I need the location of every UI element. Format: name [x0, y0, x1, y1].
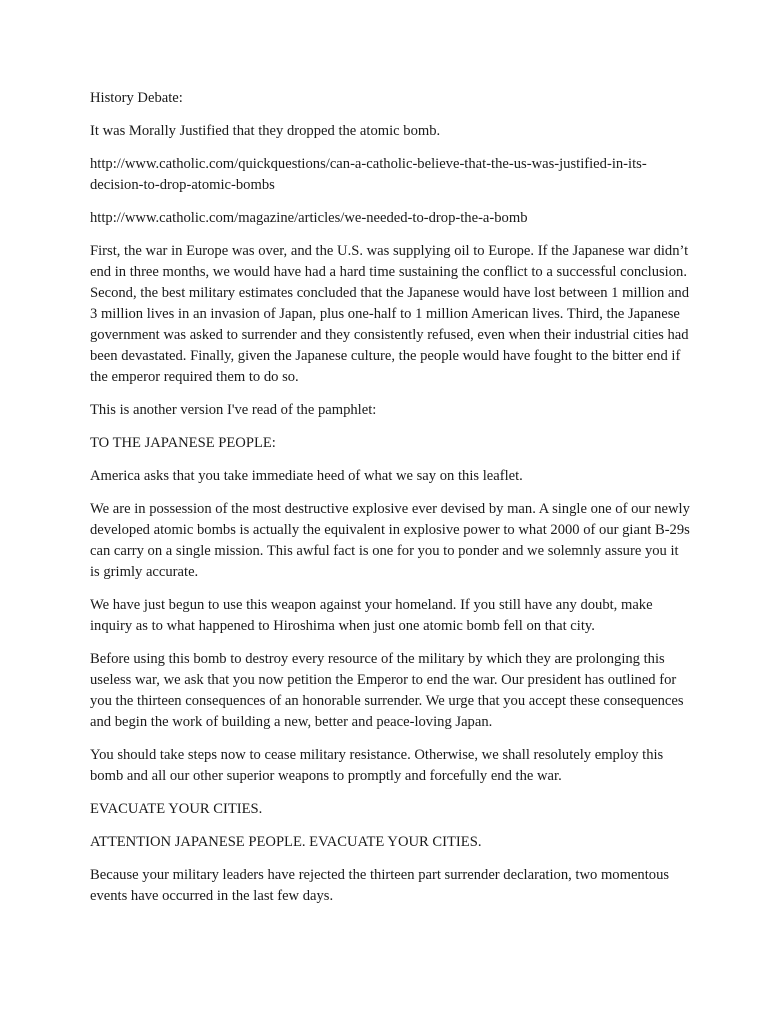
document-heading: History Debate:: [90, 90, 183, 106]
source-link-1-paragraph: [90, 154, 690, 196]
pamphlet-paragraph-4: Before using this bomb to destroy every resource of the military by which they are prolonging this useless war, we ask that you now petition the Emperor to end the war. Our president has outlined for you the thirteen consequences of an honorable surrender. We urge that you accept these consequences and begin the work of building a new, better and peace-loving Japan.: [90, 651, 684, 730]
source-link-2[interactable]: http://www.catholic.com/magazine/articles/we-needed-to-drop-the-a-bomb: [90, 210, 528, 226]
source-link-2-paragraph: [90, 208, 690, 229]
thesis-statement: It was Morally Justified that they dropped the atomic bomb.: [90, 123, 441, 139]
closing-paragraph: Because your military leaders have rejected the thirteen part surrender declaration, two momentous events have occurred in the last few days.: [90, 867, 670, 904]
pamphlet-paragraph-2: We are in possession of the most destructive explosive ever devised by man. A single one of our newly developed atomic bombs is actually the equivalent in explosive power to what 2000 of our giant B-29s can carry on a single mission. This awful fact is one for you to ponder and we solemnly assure you it is grimly accurate.: [90, 501, 690, 580]
evacuate-heading-2: ATTENTION JAPANESE PEOPLE. EVACUATE YOUR CITIES.: [90, 834, 482, 850]
pamphlet-paragraph-5: You should take steps now to cease military resistance. Otherwise, we shall resolutely employ this bomb and all our other superior weapons to promptly and forcefully end the war.: [90, 747, 664, 784]
pamphlet-paragraph-3: We have just begun to use this weapon against your homeland. If you still have any doubt, make inquiry as to what happened to Hiroshima when just one atomic bomb fell on that city.: [90, 597, 653, 634]
source-link-1[interactable]: http://www.catholic.com/quickquestions/can-a-catholic-believe-that-the-us-was-justified-in-its-decision-to-drop-atomic-bombs: [90, 156, 647, 193]
pamphlet-intro: This is another version I've read of the pamphlet:: [90, 402, 377, 418]
pamphlet-paragraph-1: America asks that you take immediate heed of what we say on this leaflet.: [90, 468, 523, 484]
document-body: [90, 88, 690, 919]
pamphlet-heading: TO THE JAPANESE PEOPLE:: [90, 435, 276, 451]
evacuate-heading-1: EVACUATE YOUR CITIES.: [90, 801, 263, 817]
argument-paragraph: First, the war in Europe was over, and the U.S. was supplying oil to Europe. If the Japanese war didn’t end in three months, we would have had a hard time sustaining the conflict to a successful conclusion. Second, the best military estimates concluded that the Japanese would have lost between 1 million and 3 million lives in an invasion of Japan, plus one-half to 1 million American lives. Third, the Japanese government was asked to surrender and they consistently refused, even when their industrial cities had been devastated. Finally, given the Japanese culture, the people would have fought to the bitter end if the emperor required them to do so.: [90, 243, 689, 385]
